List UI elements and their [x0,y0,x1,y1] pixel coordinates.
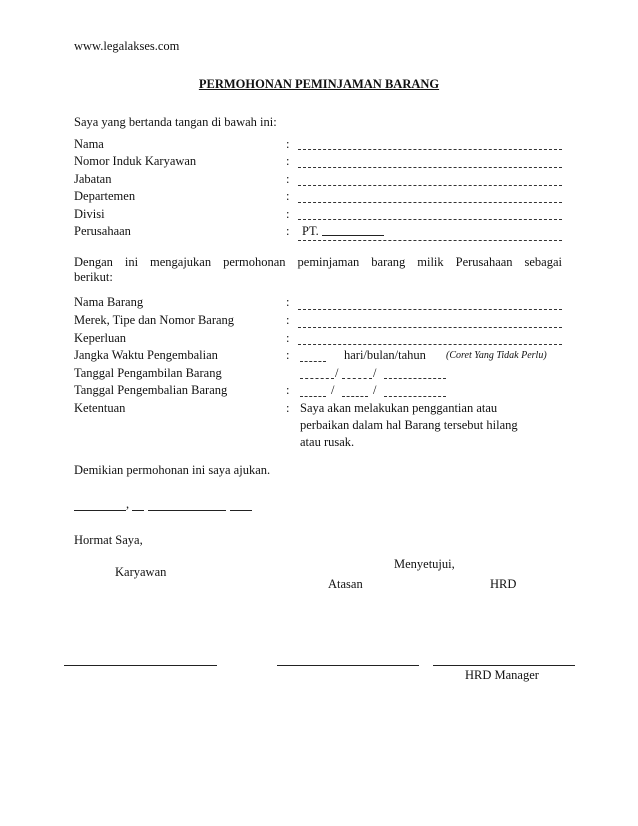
jangka-note: (Coret Yang Tidak Perlu) [446,350,547,361]
date-month-line[interactable] [148,510,226,511]
field-label-perusahaan: Perusahaan [74,224,131,238]
field-colon: : [286,348,290,362]
field-label-jangka: Jangka Waktu Pengembalian [74,348,218,362]
field-line-nama[interactable] [298,149,562,150]
field-line-jabatan[interactable] [298,185,562,186]
field-label-divisi: Divisi [74,207,105,221]
signature-line-hrd[interactable] [433,665,575,666]
request-paragraph-line2: berikut: [74,270,113,284]
date-return-month[interactable] [342,396,368,397]
field-line-perusahaan[interactable] [298,240,562,241]
ketentuan-text-1: Saya akan melakukan penggantian atau [300,401,498,415]
date-slash: / [373,383,377,397]
field-line-nama-barang[interactable] [298,309,562,310]
regards-text: Hormat Saya, [74,533,143,547]
field-label-nama: Nama [74,137,104,151]
place-line[interactable] [74,510,126,511]
field-colon: : [286,207,290,221]
signature-role-atasan: Atasan [328,577,363,591]
intro-text: Saya yang bertanda tangan di bawah ini: [74,115,277,129]
site-url: www.legalakses.com [74,39,180,53]
field-line-merek[interactable] [298,327,562,328]
date-slash: / [373,366,377,380]
date-day-line[interactable] [132,510,144,511]
date-pickup-year[interactable] [384,378,446,379]
field-colon: : [286,313,290,327]
field-colon: : [286,401,290,415]
field-colon: : [286,224,290,238]
field-label-tgl-kembali: Tanggal Pengembalian Barang [74,383,228,397]
signature-line-atasan[interactable] [277,665,419,666]
field-label-ketentuan: Ketentuan [74,401,126,415]
field-colon: : [286,189,290,203]
company-name-line[interactable] [322,235,384,236]
signature-role-hrd: HRD [490,577,517,591]
field-line-nik[interactable] [298,167,562,168]
date-return-day[interactable] [300,396,326,397]
field-colon: : [286,331,290,345]
field-label-keperluan: Keperluan [74,331,127,345]
field-colon: : [286,172,290,186]
date-pickup-month[interactable] [342,378,372,379]
field-line-departemen[interactable] [298,202,562,203]
date-pickup-day[interactable] [300,378,334,379]
field-colon: : [286,154,290,168]
approval-heading: Menyetujui, [394,557,455,571]
date-return-year[interactable] [384,396,446,397]
ketentuan-text-3: atau rusak. [300,435,355,449]
closing-text: Demikian permohonan ini saya ajukan. [74,463,271,477]
document-title: PERMOHONAN PEMINJAMAN BARANG [198,77,440,91]
date-year-line[interactable] [230,510,252,511]
field-label-jabatan: Jabatan [74,172,112,186]
jangka-unit: hari/bulan/tahun [344,348,426,362]
date-slash: / [335,366,339,380]
ketentuan-text-2: perbaikan dalam hal Barang tersebut hilang [300,418,518,432]
field-colon: : [286,383,290,397]
signature-name-hrd-manager: HRD Manager [465,668,539,682]
signature-role-karyawan: Karyawan [115,565,167,579]
field-line-keperluan[interactable] [298,344,562,345]
field-colon: : [286,295,290,309]
field-label-departemen: Departemen [74,189,136,203]
field-label-nik: Nomor Induk Karyawan [74,154,197,168]
company-prefix: PT. [302,224,319,238]
request-paragraph-line1: Dengan ini mengajukan permohonan peminjaman barang milik Perusahaan sebagai [74,255,562,269]
field-line-jangka[interactable] [300,361,326,362]
date-slash: / [331,383,335,397]
field-colon: : [286,137,290,151]
signature-line-karyawan[interactable] [64,665,217,666]
field-label-merek: Merek, Tipe dan Nomor Barang [74,313,235,327]
field-label-nama-barang: Nama Barang [74,295,144,309]
field-line-divisi[interactable] [298,219,562,220]
field-label-tgl-ambil: Tanggal Pengambilan Barang [74,366,222,380]
place-comma: , [126,497,130,511]
